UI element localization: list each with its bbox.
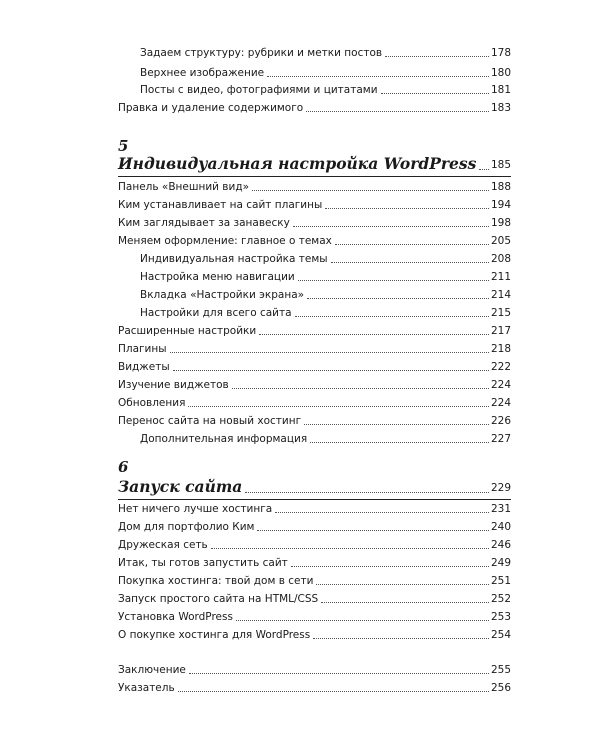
toc-entry: Плагины 218	[118, 343, 511, 355]
toc-entry: Обновления 224	[118, 397, 511, 409]
toc-entry: Перенос сайта на новый хостинг 226	[118, 415, 511, 427]
toc-entry: Виджеты 222	[118, 361, 511, 373]
chapter-number: 6	[118, 458, 129, 476]
chapter-number: 5	[118, 137, 129, 155]
chapter-rule	[118, 176, 511, 177]
toc-entry: Запуск простого сайта на HTML/CSS 252	[118, 593, 511, 605]
toc-entry: Нет ничего лучше хостинга 231	[118, 503, 511, 515]
toc-entry: Дом для портфолио Ким 240	[118, 521, 511, 533]
toc-entry: Заключение 255	[118, 664, 511, 676]
toc-entry: Покупка хостинга: твой дом в сети 251	[118, 575, 511, 587]
chapter-title: Индивидуальная настройка WordPress 185	[118, 154, 511, 173]
toc-entry: Верхнее изображение 180	[140, 67, 511, 79]
toc-entry: Вкладка «Настройки экрана» 214	[140, 289, 511, 301]
toc-entry: Меняем оформление: главное о темах 205	[118, 235, 511, 247]
toc-entry: Дополнительная информация 227	[140, 433, 511, 445]
toc-entry: Задаем структуру: рубрики и метки постов 178	[140, 47, 511, 59]
chapter-title: Запуск сайта 229	[118, 477, 511, 496]
toc-entry: Посты с видео, фотографиями и цитатами 181	[140, 84, 511, 96]
toc-entry: О покупке хостинга для WordPress 254	[118, 629, 511, 641]
toc-entry: Итак, ты готов запустить сайт 249	[118, 557, 511, 569]
toc-entry: Настройки для всего сайта 215	[140, 307, 511, 319]
toc-entry: Ким заглядывает за занавеску 198	[118, 217, 511, 229]
toc-entry: Ким устанавливает на сайт плагины 194	[118, 199, 511, 211]
toc-entry: Изучение виджетов 224	[118, 379, 511, 391]
toc-entry: Дружеская сеть 246	[118, 539, 511, 551]
toc-entry: Расширенные настройки 217	[118, 325, 511, 337]
toc-entry: Установка WordPress 253	[118, 611, 511, 623]
toc-entry: Индивидуальная настройка темы 208	[140, 253, 511, 265]
toc-entry: Панель «Внешний вид» 188	[118, 181, 511, 193]
toc-entry: Правка и удаление содержимого 183	[118, 102, 511, 114]
toc-entry: Указатель 256	[118, 682, 511, 694]
toc-entry: Настройка меню навигации 211	[140, 271, 511, 283]
